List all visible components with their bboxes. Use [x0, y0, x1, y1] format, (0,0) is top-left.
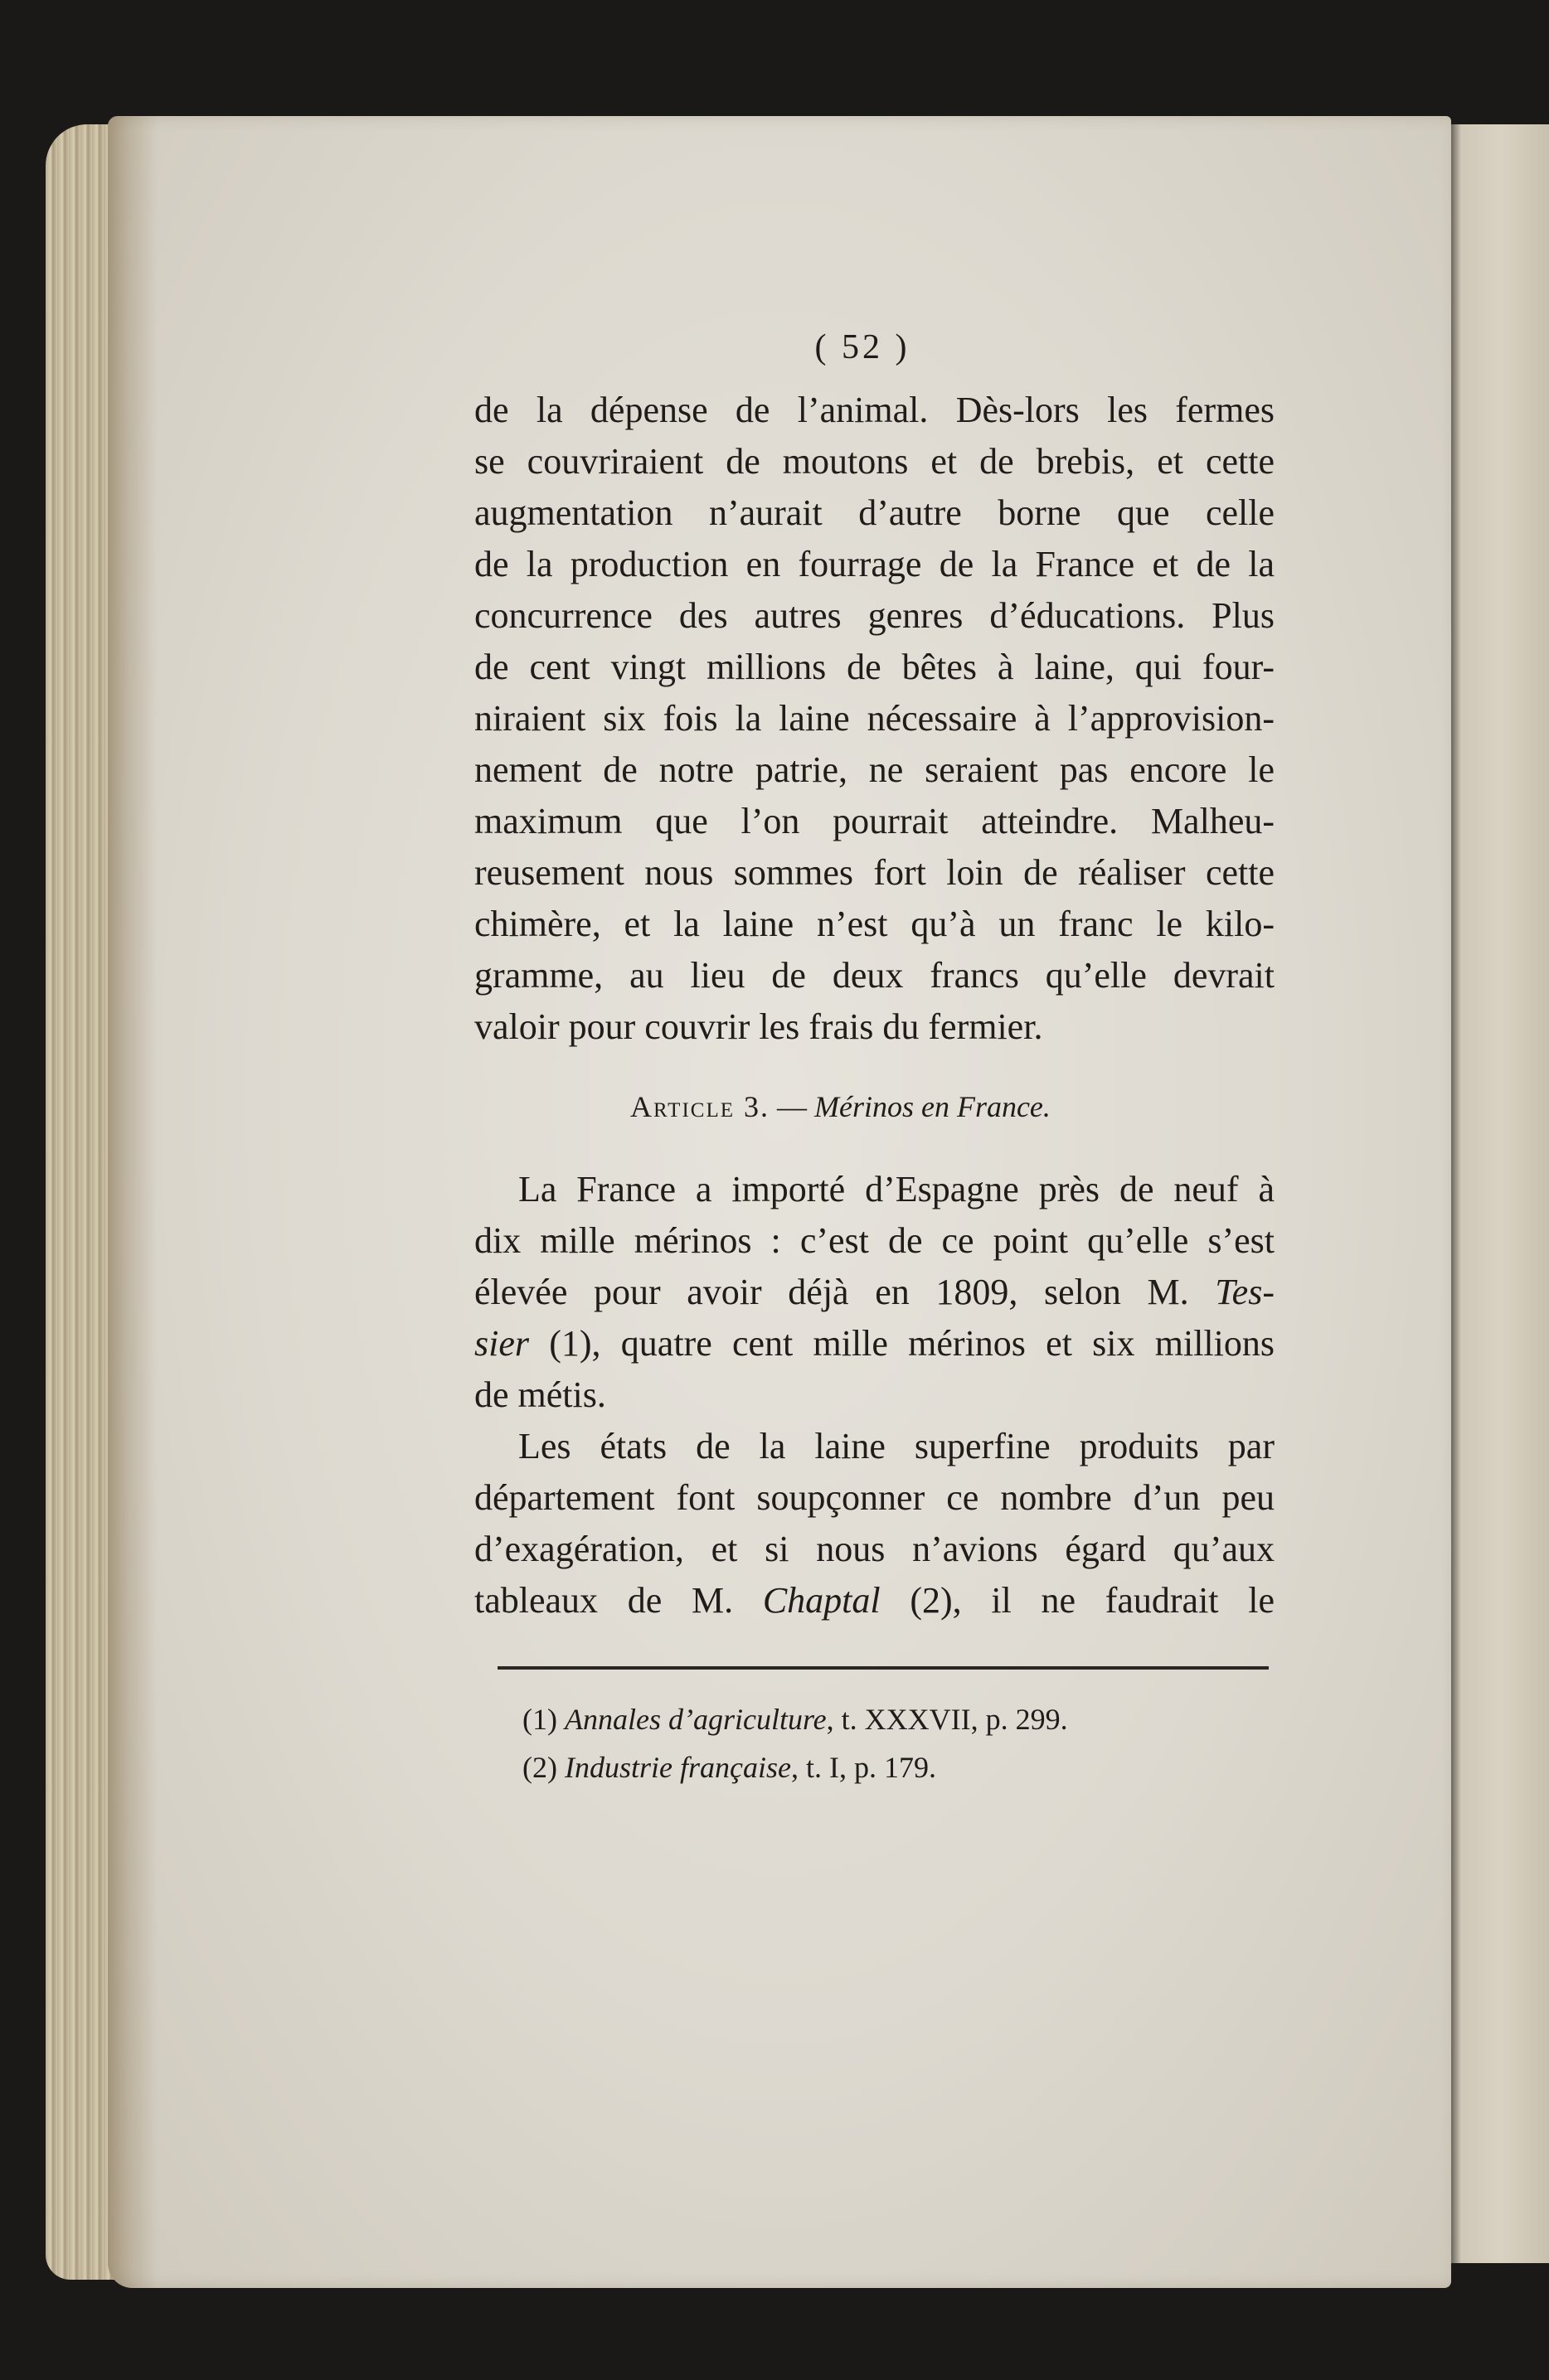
author-name: Tes-	[1215, 1272, 1275, 1312]
text-segment: (2), il ne faudrait le	[880, 1580, 1275, 1621]
text-segment: tableaux de M.	[474, 1580, 763, 1621]
author-name: sier	[474, 1323, 529, 1364]
footnote-number: (2)	[522, 1751, 565, 1784]
footnote-title: Industrie française	[564, 1751, 791, 1784]
text-line: d’exagération, et si nous n’avions égard qu’aux	[474, 1529, 1275, 1569]
text-line: de la dépense de l’animal. Dès-lors les fermes	[474, 390, 1275, 430]
text-segment: (1), quatre cent mille mérinos et six millions	[529, 1323, 1275, 1364]
text-line: Les états de la laine superfine produits par	[518, 1426, 1275, 1466]
footnote	[522, 1747, 1269, 1787]
text-line: valoir pour couvrir les frais du fermier.	[474, 1006, 1043, 1047]
text-line: nement de notre patrie, ne seraient pas encore le	[474, 749, 1275, 790]
text-line: concurrence des autres genres d’éducations. Plus	[474, 595, 1275, 636]
text-line: de métis.	[474, 1374, 606, 1415]
text-line: dix mille mérinos : c’est de ce point qu’elle s’est	[474, 1220, 1275, 1261]
article-dash: —	[769, 1090, 814, 1123]
footnote-title: Annales d’agriculture	[564, 1703, 827, 1736]
article-heading	[630, 1086, 1211, 1127]
footnote-reference: , t. I, p. 179.	[790, 1751, 936, 1784]
text-line: augmentation n’aurait d’autre borne que celle	[474, 492, 1275, 533]
page-number: ( 52 )	[814, 328, 910, 366]
article-title: Mérinos en France.	[813, 1090, 1051, 1123]
text-line: gramme, au lieu de deux francs qu’elle devrait	[474, 955, 1275, 996]
footnote-rule	[498, 1666, 1269, 1670]
text-line: se couvriraient de moutons et de brebis, et cette	[474, 441, 1275, 482]
page-fold-shadow	[108, 116, 158, 2288]
article-label: Article 3.	[630, 1090, 770, 1123]
text-line	[474, 1319, 1275, 1369]
next-page-edge	[1447, 124, 1549, 2263]
text-line: maximum que l’on pourrait atteindre. Malheu-	[474, 801, 1275, 841]
text-line	[474, 1268, 1275, 1317]
footnote	[522, 1699, 1269, 1739]
author-name: Chaptal	[762, 1580, 881, 1621]
text-line: de cent vingt millions de bêtes à laine, qui four-	[474, 647, 1275, 687]
footnote-reference: , t. XXXVII, p. 299.	[826, 1703, 1068, 1736]
text-line: reusement nous sommes fort loin de réaliser cette	[474, 852, 1275, 893]
text-line: chimère, et la laine n’est qu’à un franc le kilo-	[474, 904, 1275, 944]
text-line: niraient six fois la laine nécessaire à l’approvision-	[474, 698, 1275, 739]
footnote-number: (1)	[522, 1703, 565, 1736]
text-line	[474, 1576, 1275, 1626]
text-line: La France a importé d’Espagne près de neuf à	[518, 1169, 1275, 1209]
text-segment: élevée pour avoir déjà en 1809, selon M.	[474, 1272, 1216, 1312]
text-line: département font soupçonner ce nombre d’un peu	[474, 1477, 1275, 1518]
text-line: de la production en fourrage de la France et de la	[474, 544, 1275, 584]
